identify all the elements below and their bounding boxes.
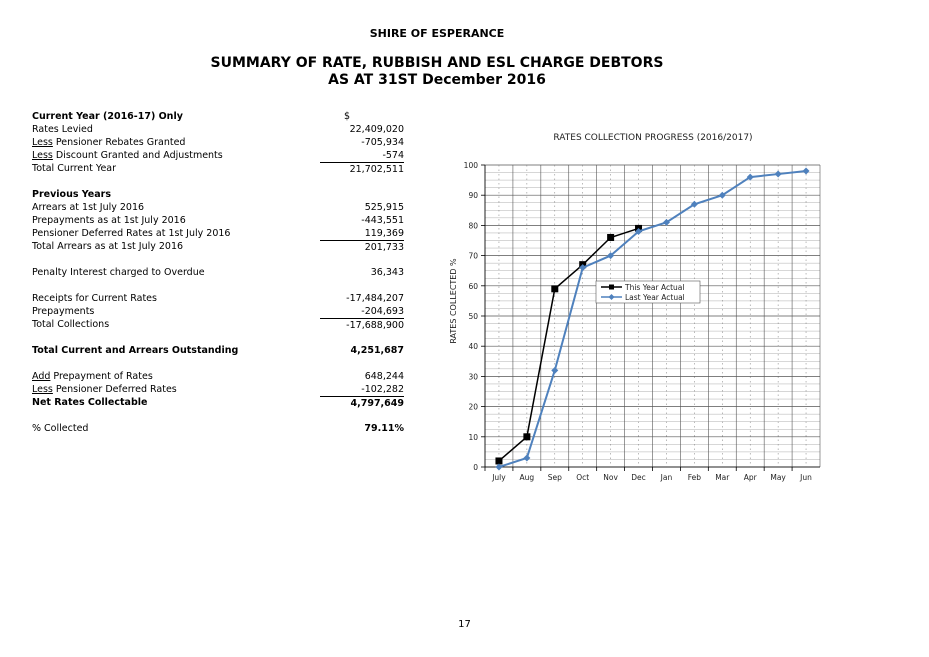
total-arrears-label: Total Arrears as at 1st July 2016 [32,241,184,252]
data-point-last-year [803,168,810,175]
arrears-row [32,201,408,214]
total-collections-label: Total Collections [32,319,110,330]
chart-grid [485,165,820,467]
previous-years-heading: Previous Years [32,189,111,200]
current-year-heading-row [32,110,408,123]
outstanding-label: Total Current and Arrears Outstanding [32,345,239,356]
y-tick-label: 40 [468,342,478,352]
pensioner-rebates-row [32,136,408,149]
y-tick-label: 60 [468,281,478,291]
discount-label [32,149,223,162]
rates-collection-chart [445,125,885,485]
pensioner-rebates-value: -705,934 [361,137,404,148]
prepayments-value: -443,551 [361,215,404,226]
less-prefix: Less [32,150,53,161]
prepayments-label: Prepayments as at 1st July 2016 [32,215,186,226]
data-point-last-year [551,367,558,374]
rates-levied-row [32,123,408,136]
net-rates-label: Net Rates Collectable [32,397,148,408]
total-current-year-label: Total Current Year [32,163,117,174]
page-number: 17 [458,619,471,630]
rates-levied-value: 22,409,020 [349,124,404,135]
receipts-value: -17,484,207 [346,293,404,304]
chart-title: RATES COLLECTION PROGRESS (2016/2017) [553,133,753,143]
pensioner-rebates-label [32,136,185,149]
total-arrears-value: 201,733 [320,240,404,254]
summary-table [32,110,408,435]
data-point-this-year [607,234,614,241]
outstanding-row [32,344,408,357]
less-deferred-label [32,383,177,396]
arrears-value: 525,915 [364,202,404,213]
total-collections-row [32,318,408,331]
pensioner-deferred-row [32,227,408,240]
chart-axes [464,161,820,482]
discount-row [32,149,408,162]
y-tick-label: 0 [473,463,478,472]
x-tick-label: Jan [660,473,673,482]
less-prefix: Less [32,384,53,395]
less-deferred-text: Pensioner Deferred Rates [52,384,177,395]
receipts-row [32,292,408,305]
report-title [0,55,874,89]
currency-symbol: $ [343,111,350,122]
discount-value: -574 [382,150,404,161]
collection-prepayments-label: Prepayments [32,306,95,317]
y-tick-label: 50 [468,312,478,321]
prepayments-row [32,214,408,227]
add-prepayment-value: 648,244 [364,371,404,382]
x-tick-label: Sep [547,473,562,482]
net-rates-row [32,396,408,409]
add-prepayment-text: Prepayment of Rates [50,371,153,382]
data-point-last-year [775,171,782,178]
total-arrears-row [32,240,408,253]
total-current-year-value: 21,702,511 [320,162,404,176]
penalty-row [32,266,408,279]
y-tick-label: 90 [468,191,478,201]
report-title-line2: AS AT 31ST December 2016 [328,72,546,88]
x-tick-label: July [492,473,506,482]
penalty-label: Penalty Interest charged to Overdue [32,267,205,278]
previous-years-heading-row [32,188,408,201]
data-point-this-year [523,433,530,440]
x-tick-label: Dec [631,473,646,482]
pensioner-rebates-text: Pensioner Rebates Granted [52,137,186,148]
x-tick-label: Nov [603,473,618,482]
y-tick-label: 70 [468,251,478,261]
net-rates-value: 4,797,649 [320,396,404,410]
add-prepayment-row [32,370,408,383]
data-point-last-year [495,464,502,471]
percent-collected-value: 79.11% [364,423,404,434]
less-deferred-row [32,383,408,396]
x-tick-label: May [770,473,786,482]
y-tick-label: 20 [468,402,478,412]
percent-collected-label: % Collected [32,423,89,434]
legend-label: Last Year Actual [625,293,685,302]
percent-collected-row [32,422,408,435]
rates-levied-label: Rates Levied [32,124,93,135]
x-tick-label: Jun [800,473,812,482]
arrears-label: Arrears at 1st July 2016 [32,202,145,213]
y-tick-label: 10 [468,432,478,442]
collection-prepayments-value: -204,693 [361,306,404,317]
pensioner-deferred-value: 119,369 [364,228,404,239]
y-tick-label: 80 [468,221,478,231]
receipts-label: Receipts for Current Rates [32,293,157,304]
penalty-value: 36,343 [370,267,404,278]
legend-swatch-marker [609,285,614,290]
discount-text: Discount Granted and Adjustments [52,150,223,161]
less-deferred-value: -102,282 [361,384,404,395]
less-prefix: Less [32,137,53,148]
legend-label: This Year Actual [625,283,685,292]
x-tick-label: Apr [743,473,757,482]
total-collections-value: -17,688,900 [320,318,404,332]
y-tick-label: 100 [463,161,478,170]
data-point-last-year [523,454,530,461]
y-tick-label: 30 [468,372,478,382]
x-tick-label: Mar [715,473,730,482]
pensioner-deferred-label: Pensioner Deferred Rates at 1st July 2016 [32,228,231,239]
chart-legend [596,281,700,303]
x-tick-label: Oct [576,473,590,482]
outstanding-value: 4,251,687 [350,345,404,356]
data-point-this-year [495,457,502,464]
organisation-name: SHIRE OF ESPERANCE [369,27,505,40]
add-prepayment-label [32,370,153,383]
data-point-this-year [551,285,558,292]
total-current-year-row [32,162,408,175]
x-tick-label: Feb [687,473,702,482]
report-title-line1: SUMMARY OF RATE, RUBBISH AND ESL CHARGE DEBTORS [210,55,664,71]
chart-y-axis-label: RATES COLLECTED % [449,258,458,344]
collection-prepayments-row [32,305,408,318]
add-prefix: Add [32,371,51,382]
current-year-heading: Current Year (2016-17) Only [32,111,183,122]
x-tick-label: Aug [519,473,535,482]
